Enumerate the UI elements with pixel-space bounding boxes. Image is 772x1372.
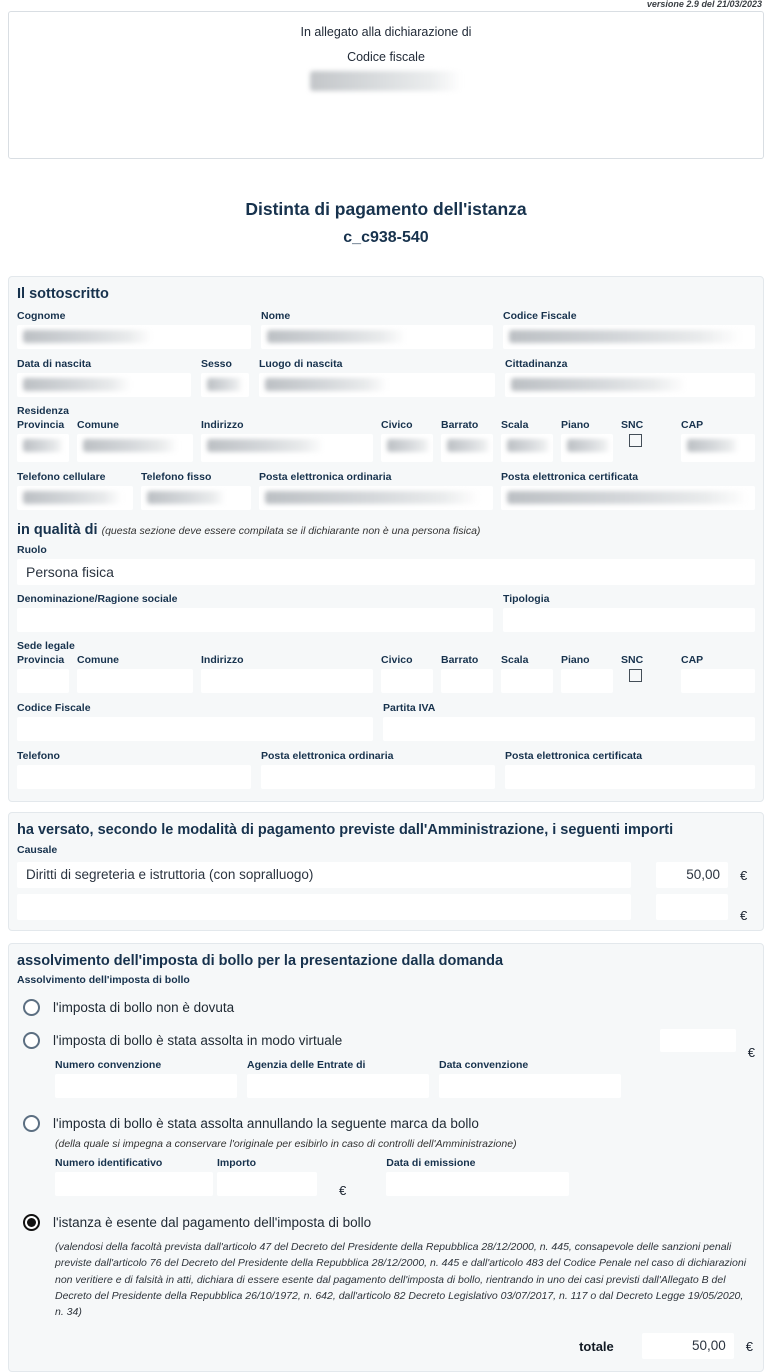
redacted-value xyxy=(507,491,748,504)
codice-fiscale-label: Codice Fiscale xyxy=(503,310,577,322)
entity-contacts-row xyxy=(17,750,755,789)
version-text: versione 2.9 del 21/03/2023 xyxy=(646,0,762,9)
euro-symbol: € xyxy=(740,907,748,923)
data-convenzione-label: Data convenzione xyxy=(439,1059,529,1071)
payment-row xyxy=(17,894,755,923)
sede-civico-field[interactable] xyxy=(381,669,433,693)
sede-snc-checkbox[interactable] xyxy=(629,669,642,682)
data-emissione-label: Data di emissione xyxy=(386,1157,476,1169)
posta-certificata-field[interactable] xyxy=(501,486,755,510)
option-label: l'imposta di bollo non è dovuta xyxy=(53,1000,235,1015)
scala-field[interactable] xyxy=(501,434,553,462)
posta-certificata-label: Posta elettronica certificata xyxy=(505,750,643,762)
sede-codice-fiscale-field[interactable] xyxy=(17,717,373,741)
provincia-field[interactable] xyxy=(17,434,69,462)
redacted-value xyxy=(207,439,324,452)
euro-symbol: € xyxy=(740,867,748,883)
luogo-nascita-field[interactable] xyxy=(259,373,495,397)
snc-label: SNC xyxy=(621,419,644,431)
codice-fiscale-redacted-value xyxy=(310,71,462,91)
agenzia-entrate-label: Agenzia delle Entrate di xyxy=(247,1059,366,1071)
option-label: l'imposta di bollo è stata assolta annullando la seguente marca da bollo xyxy=(53,1116,479,1131)
sesso-label: Sesso xyxy=(201,358,232,370)
euro-symbol: € xyxy=(339,1183,347,1198)
bollo-option-marca[interactable] xyxy=(17,1115,755,1132)
virtuale-fields-row xyxy=(55,1059,755,1098)
redacted-value xyxy=(265,491,480,504)
telefono-fisso-label: Telefono fisso xyxy=(141,471,212,483)
attachment-declaration-box xyxy=(8,11,764,159)
euro-symbol: € xyxy=(747,1045,755,1060)
redacted-value xyxy=(267,330,406,343)
total-row xyxy=(17,1333,755,1359)
bollo-virtuale-importo-field[interactable] xyxy=(660,1029,736,1052)
in-qualita-title: in qualità di xyxy=(17,522,98,538)
redacted-value xyxy=(23,491,122,504)
cap-label: CAP xyxy=(681,419,704,431)
bollo-option-virtuale[interactable] xyxy=(17,1029,755,1060)
page-title xyxy=(0,199,772,247)
telefono-cellulare-label: Telefono cellulare xyxy=(17,471,106,483)
cap-label: CAP xyxy=(681,654,704,666)
importo-label: Importo xyxy=(217,1157,257,1169)
barrato-field[interactable] xyxy=(441,434,493,462)
ruolo-field[interactable]: Persona fisica xyxy=(17,559,755,585)
sede-cap-field[interactable] xyxy=(681,669,755,693)
marca-fields-row xyxy=(55,1157,755,1196)
sesso-field[interactable] xyxy=(201,373,249,397)
denominazione-field[interactable] xyxy=(17,608,493,632)
data-nascita-label: Data di nascita xyxy=(17,358,92,370)
posta-ordinaria-label: Posta elettronica ordinaria xyxy=(259,471,392,483)
barrato-label: Barrato xyxy=(441,654,479,666)
title-line2: c_c938-540 xyxy=(343,229,429,246)
option-label: l'imposta di bollo è stata assolta in modo virtuale xyxy=(53,1033,343,1048)
numero-convenzione-label: Numero convenzione xyxy=(55,1059,162,1071)
radio-button[interactable] xyxy=(23,1032,40,1049)
subscriber-heading: Il sottoscritto xyxy=(17,286,109,302)
cittadinanza-label: Cittadinanza xyxy=(505,358,568,370)
snc-label: SNC xyxy=(621,654,644,666)
civico-label: Civico xyxy=(381,654,413,666)
scala-label: Scala xyxy=(501,654,529,666)
bollo-heading: assolvimento dell'imposta di bollo per la presentazione dalla domanda xyxy=(17,953,504,969)
partita-iva-field[interactable] xyxy=(383,717,755,741)
payment-row xyxy=(17,862,755,888)
sede-barrato-field[interactable] xyxy=(441,669,493,693)
cittadinanza-field[interactable] xyxy=(505,373,755,397)
payments-heading: ha versato, secondo le modalità di pagamento previste dall'Amministrazione, i seguenti importi xyxy=(17,822,674,838)
esenzione-legal-note: (valendosi della facoltà prevista dall'articolo 47 del Decreto del Presidente della Repubblica 28/12/2000, n. 445, consapevole delle sanzioni penali previste dall'articolo 76 del Decreto del Presidente della Repubblica 28/12/2000, n. 445 e dall'articolo 483 del Codice Penale nel caso di dichiarazioni non veritiere e di falsità in atti, dichiara di essere esente dal pagamento dell'imposta di bollo, rientrando in uno dei casi previsti dall'Allegato B del Decreto del Presidente della Repubblica 26/10/1972, n. 642, dall'articolo 82 Decreto Legislativo 03/07/2017, n. 117 o dal Decreto Legge 19/05/2020, n. 34) xyxy=(55,1241,747,1319)
redacted-value xyxy=(447,439,491,452)
partita-iva-label: Partita IVA xyxy=(383,702,436,714)
subscriber-contacts-row xyxy=(17,471,755,510)
sede-telefono-field[interactable] xyxy=(17,765,251,789)
denominazione-label: Denominazione/Ragione sociale xyxy=(17,593,178,605)
denominazione-row xyxy=(17,593,755,632)
cognome-field[interactable] xyxy=(17,325,251,349)
section-subscriber xyxy=(8,276,764,802)
sede-scala-field[interactable] xyxy=(501,669,553,693)
provincia-label: Provincia xyxy=(17,654,65,666)
sede-indirizzo-field[interactable] xyxy=(201,669,373,693)
data-nascita-field[interactable] xyxy=(17,373,191,397)
title-line1: Distinta di pagamento dell'istanza xyxy=(245,199,527,219)
numero-identificativo-label: Numero identificativo xyxy=(55,1157,163,1169)
comune-label: Comune xyxy=(77,419,119,431)
redacted-value xyxy=(207,378,243,391)
indirizzo-label: Indirizzo xyxy=(201,419,244,431)
sede-legale-label: Sede legale xyxy=(17,640,75,652)
posta-certificata-label: Posta elettronica certificata xyxy=(501,471,639,483)
euro-symbol: € xyxy=(745,1338,753,1354)
telefono-cellulare-field[interactable] xyxy=(17,486,133,510)
totale-field: 50,00 xyxy=(642,1333,734,1359)
causale-field[interactable] xyxy=(17,894,631,920)
attachment-line: In allegato alla dichiarazione di xyxy=(300,25,472,39)
importo-field[interactable]: 50,00 xyxy=(656,862,728,888)
tipologia-label: Tipologia xyxy=(503,593,550,605)
nome-field[interactable] xyxy=(261,325,493,349)
redacted-value xyxy=(507,439,551,452)
sede-posta-certificata-field[interactable] xyxy=(505,765,755,789)
numero-identificativo-field[interactable] xyxy=(55,1172,213,1196)
codice-fiscale-label: Codice Fiscale xyxy=(17,702,91,714)
provincia-label: Provincia xyxy=(17,419,65,431)
codice-fiscale-field[interactable] xyxy=(503,325,755,349)
importo-field[interactable] xyxy=(656,894,728,920)
telefono-label: Telefono xyxy=(17,750,60,762)
nome-label: Nome xyxy=(261,310,291,322)
residenza-row xyxy=(17,419,755,462)
residenza-label: Residenza xyxy=(17,405,69,417)
civico-field[interactable] xyxy=(381,434,433,462)
radio-button[interactable] xyxy=(23,999,40,1016)
causale-label: Causale xyxy=(17,844,58,856)
barrato-label: Barrato xyxy=(441,419,479,431)
comune-field[interactable] xyxy=(77,434,193,462)
marca-note: (della quale si impegna a conservare l'originale per esibirlo in caso di controlli dell'Amministrazione) xyxy=(55,1138,517,1150)
redacted-value xyxy=(509,330,741,343)
piano-label: Piano xyxy=(561,654,590,666)
radio-button[interactable] xyxy=(23,1214,40,1231)
subscriber-row-2 xyxy=(17,358,755,397)
redacted-value xyxy=(23,439,64,452)
redacted-value xyxy=(23,330,152,343)
redacted-value xyxy=(387,439,431,452)
bollo-group-label: Assolvimento dell'imposta di bollo xyxy=(17,974,190,986)
civico-label: Civico xyxy=(381,419,413,431)
numero-convenzione-field[interactable] xyxy=(55,1074,237,1098)
comune-label: Comune xyxy=(77,654,119,666)
in-qualita-heading xyxy=(17,522,755,538)
redacted-value xyxy=(23,378,131,391)
bollo-option-esente[interactable] xyxy=(17,1214,755,1231)
ruolo-label: Ruolo xyxy=(17,544,47,556)
posta-ordinaria-field[interactable] xyxy=(259,486,493,510)
sede-piano-field[interactable] xyxy=(561,669,613,693)
redacted-value xyxy=(83,439,178,452)
redacted-value xyxy=(687,439,739,452)
causale-field[interactable]: Diritti di segreteria e istruttoria (con sopralluogo) xyxy=(17,862,631,888)
posta-ordinaria-label: Posta elettronica ordinaria xyxy=(261,750,394,762)
scala-label: Scala xyxy=(501,419,529,431)
piano-field[interactable] xyxy=(561,434,613,462)
redacted-value xyxy=(511,378,686,391)
option-label: l'istanza è esente dal pagamento dell'imposta di bollo xyxy=(53,1215,372,1230)
snc-checkbox[interactable] xyxy=(629,434,642,447)
piano-label: Piano xyxy=(561,419,590,431)
telefono-fisso-field[interactable] xyxy=(141,486,251,510)
fiscal-row xyxy=(17,702,755,741)
cap-field[interactable] xyxy=(681,434,755,462)
in-qualita-note: (questa sezione deve essere compilata se il dichiarante non è una persona fisica) xyxy=(101,525,481,537)
tipologia-field[interactable] xyxy=(503,608,755,632)
luogo-nascita-label: Luogo di nascita xyxy=(259,358,343,370)
section-bollo xyxy=(8,943,764,1372)
section-payments xyxy=(8,812,764,931)
sede-legale-row xyxy=(17,654,755,693)
codice-fiscale-label: Codice fiscale xyxy=(347,50,425,64)
marca-importo-field[interactable] xyxy=(217,1172,317,1196)
indirizzo-field[interactable] xyxy=(201,434,373,462)
redacted-value xyxy=(265,378,388,391)
redacted-value xyxy=(147,491,226,504)
bollo-option-non-dovuta[interactable] xyxy=(17,999,755,1016)
subscriber-row-1 xyxy=(17,310,755,349)
cognome-label: Cognome xyxy=(17,310,66,322)
data-convenzione-field[interactable] xyxy=(439,1074,621,1098)
indirizzo-label: Indirizzo xyxy=(201,654,244,666)
radio-button[interactable] xyxy=(23,1115,40,1132)
data-emissione-field[interactable] xyxy=(386,1172,569,1196)
redacted-value xyxy=(567,439,611,452)
sede-posta-ordinaria-field[interactable] xyxy=(261,765,495,789)
sede-comune-field[interactable] xyxy=(77,669,193,693)
sede-provincia-field[interactable] xyxy=(17,669,69,693)
agenzia-entrate-field[interactable] xyxy=(247,1074,429,1098)
totale-label: totale xyxy=(579,1338,614,1354)
